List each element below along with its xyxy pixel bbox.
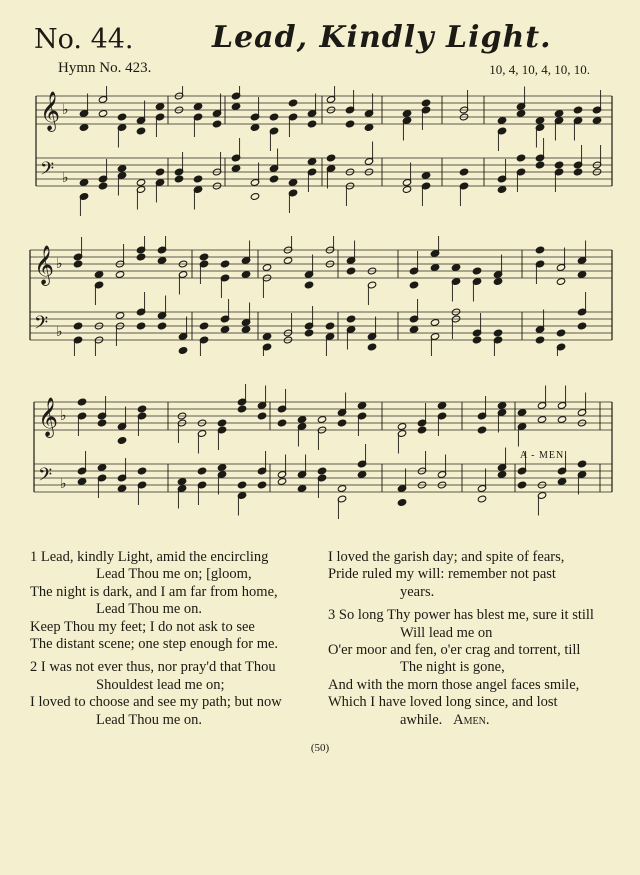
verse-line: 1 Lead, kindly Light, amid the encircling [30,549,269,565]
note-head [346,315,355,323]
note-head [197,467,206,475]
note-head [97,464,106,472]
verse-line: Lead Thou me on; [gloom, [96,566,252,583]
note-head [346,267,355,275]
verses-right-column [328,549,618,729]
note-head [326,154,335,162]
note-head [220,326,229,334]
meter: 10, 4, 10, 4, 10, 10. [489,62,590,77]
note-head [357,402,366,410]
note-head [307,158,316,166]
note-head [199,253,208,261]
note-head [535,117,544,125]
note-head [397,499,406,507]
note-head [212,120,221,128]
verse-line: The distant scene; one step enough for me. [30,636,279,653]
note-head [217,419,226,427]
verse-line: Pride ruled my will: remember not past [328,566,556,583]
note-head [472,336,481,344]
note-head [117,165,126,173]
flat-sign-icon: ♭ [62,103,69,118]
note-head [497,402,506,410]
bass-clef-icon: 𝄢 [38,464,53,489]
verse-line: years. [400,583,435,600]
note-head [537,416,546,424]
note-head [497,186,506,194]
note-head [451,264,460,272]
note-head [493,278,502,286]
note-head [535,246,544,254]
note-head [77,478,86,486]
verse-line: The night is dark, and I am far from home, [30,583,278,600]
note-head [117,113,126,121]
note-head [117,485,126,493]
note-head [193,103,202,111]
note-head [367,343,376,351]
note-head [231,103,240,111]
verse-line: Lead Thou me on. [96,601,203,618]
note-head [577,271,586,279]
note-head [288,99,297,107]
note-head [117,437,126,445]
verse-line: O'er moor and fen, o'er crag and torrent, till [328,642,581,659]
note-head [257,481,266,489]
bass-clef-icon: 𝄢 [40,158,55,183]
note-head [262,333,271,341]
note-head [477,495,486,503]
note-head [472,267,481,275]
verse-line: 2 I was not ever thus, nor pray'd that Thou [30,659,276,676]
verse-line: 3 So long Thy power has blest me, sure it still [328,607,594,624]
flat-sign-icon: ♭ [60,477,67,492]
page-number: (50) [310,742,330,754]
note-head [493,329,502,337]
note-head [136,322,145,330]
note-head [136,127,145,135]
note-head [573,106,582,114]
note-head [535,336,544,344]
note-head [357,471,366,479]
note-head [174,175,183,183]
note-head [437,402,446,410]
note-head [262,264,271,272]
note-head [516,154,525,162]
note-head [136,253,145,261]
note-head [297,416,306,424]
verse-line [328,712,618,729]
note-head [250,193,259,201]
note-head [137,405,146,413]
hymn-reference: Hymn No. 423. [58,60,152,76]
music-system-2 [0,236,640,356]
hymn-number: No. 44. [34,24,134,55]
note-head [241,326,250,334]
note-head [557,478,566,486]
flat-sign-icon: ♭ [56,325,63,340]
music-system-1 [0,86,640,216]
flat-sign-icon: ♭ [60,409,67,424]
note-head [277,478,286,486]
note-head [516,110,525,118]
note-head [97,419,106,427]
amen-label: A - MEN. [520,450,568,461]
note-head [337,485,346,493]
note-head [421,99,430,107]
verse-line: And with the morn those angel faces smile, [328,676,580,693]
verse-final-word: awhile. [400,711,443,728]
note-head [535,161,544,169]
note-head [269,113,278,121]
bass-clef-icon: 𝄢 [34,312,49,337]
verse-line: The night is gone, [400,659,505,676]
note-head [277,419,286,427]
note-head [304,329,313,337]
note-head [237,481,246,489]
note-head [283,257,292,265]
note-head [497,471,506,479]
note-head [573,168,582,176]
note-head [497,117,506,125]
verse-line: Which I have loved long since, and lost [328,694,558,711]
note-head [345,120,354,128]
note-head [115,312,124,320]
verse-line: Lead Thou me on. [96,711,203,728]
verse-line: I loved to choose and see my path; but now [30,694,282,711]
note-head [98,110,107,118]
verse-line: Will lead me on [400,624,493,641]
note-head [237,405,246,413]
note-head [577,460,586,468]
note-head [115,271,124,279]
treble-clef-icon: 𝄞 [38,399,59,436]
note-head [409,326,418,334]
verse-line: I loved the garish day; and spite of fears, [328,549,565,565]
note-head [73,322,82,330]
note-head [137,467,146,475]
note-head [409,281,418,289]
note-head [430,319,439,327]
note-head [430,264,439,272]
note-head [77,398,86,406]
note-head [554,161,563,169]
hymn-title: Lead, Kindly Light. [212,20,552,55]
note-head [307,120,316,128]
note-head [554,110,563,118]
note-head [257,412,266,420]
flat-sign-icon: ♭ [56,257,63,272]
note-head [231,165,240,173]
note-head [304,281,313,289]
note-head [325,322,334,330]
note-head [557,416,566,424]
note-head [421,172,430,180]
note-head [157,257,166,265]
note-head [269,175,278,183]
verse-line: Keep Thou my feet; I do not ask to see [30,618,255,635]
note-head [177,478,186,486]
note-head [241,271,250,279]
note-head [199,322,208,330]
note-head [297,485,306,493]
note-head [556,329,565,337]
note-head [193,175,202,183]
note-head [79,124,88,132]
note-head [79,179,88,187]
note-head [157,322,166,330]
treble-clef-icon: 𝄞 [34,247,55,284]
note-head [517,409,526,417]
note-head [217,464,226,472]
note-head [178,347,187,355]
note-head [517,481,526,489]
note-head [220,260,229,268]
note-head [337,419,346,427]
note-head [136,179,145,187]
note-head [556,278,565,286]
note-head [288,179,297,187]
note-head [459,168,468,176]
note-head [155,168,164,176]
note-head [477,426,486,434]
note-head [317,416,326,424]
treble-clef-icon: 𝄞 [40,93,61,130]
note-head [94,271,103,279]
verses-left-column [30,549,320,729]
note-head [98,182,107,190]
note-head [317,467,326,475]
note-head [577,322,586,330]
note-head [402,186,411,194]
note-head [402,110,411,118]
note-head [155,103,164,111]
verse-line: Shouldest lead me on; [96,676,225,693]
amen-text: Amen. [453,711,490,728]
note-head [592,117,601,125]
note-head [364,124,373,132]
note-head [250,124,259,132]
note-head [417,426,426,434]
note-head [73,260,82,268]
note-head [397,423,406,431]
flat-sign-icon: ♭ [62,171,69,186]
